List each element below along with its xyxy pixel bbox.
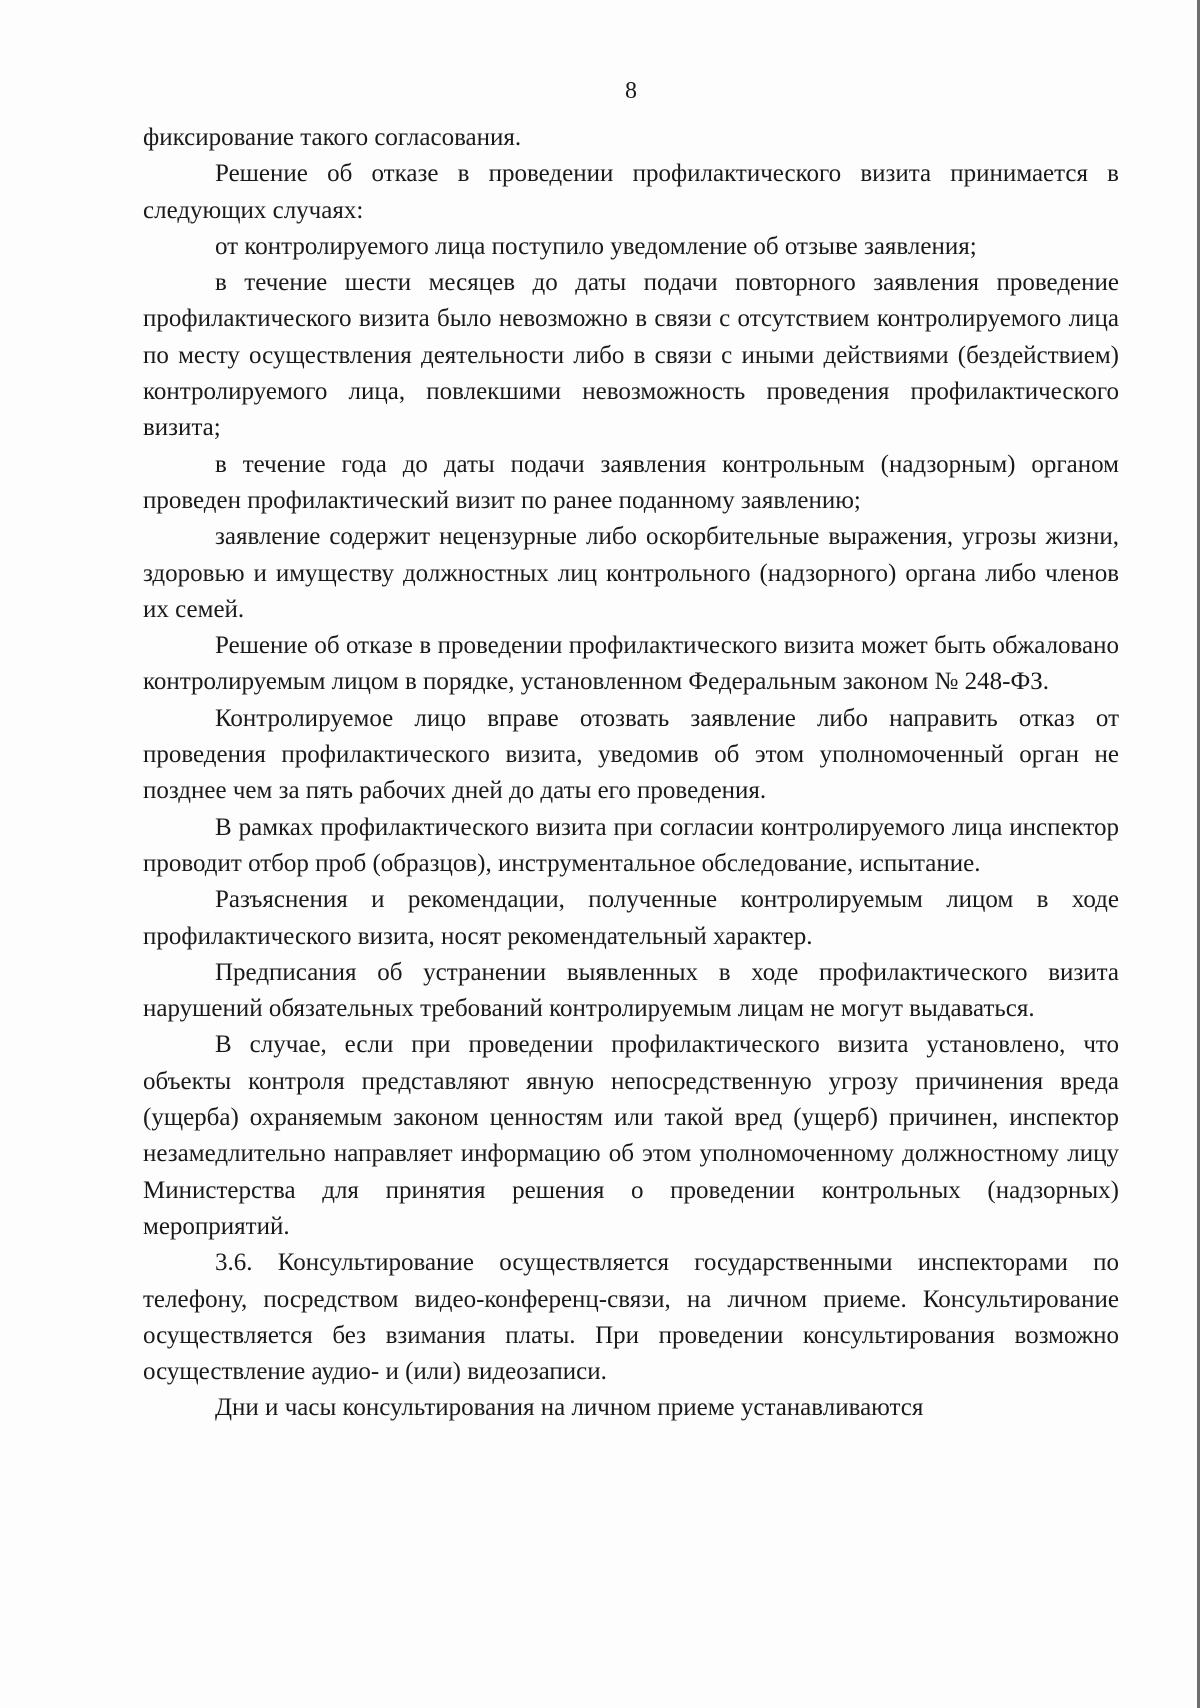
- paragraph-sampling: В рамках профилактического визита при согласии контролируемого лица инспектор проводит отбор проб (образцов), инструментальное обследование, испытание.: [143, 813, 1119, 877]
- document-body: [143, 120, 1119, 1427]
- paragraph-refusal-intro: Решение об отказе в проведении профилактического визита принимается в следующих случаях:: [143, 160, 1119, 224]
- page-number: 8: [625, 78, 637, 104]
- paragraph-case-withdrawal: от контролируемого лица поступило уведомление об отзыве заявления;: [215, 232, 977, 260]
- paragraph-recommendations: Разъяснения и рекомендации, полученные контролируемым лицом в ходе профилактического визита, носят рекомендательный характер.: [143, 886, 1119, 950]
- paragraph-case-obscene: заявление содержит нецензурные либо оскорбительные выражения, угрозы жизни, здоровью и имуществу должностных лиц контрольного (надзорного) органа либо членов их семей.: [143, 523, 1119, 623]
- paragraph-consulting: 3.6. Консультирование осуществляется государственными инспекторами по телефону, посредством видео-конференц-связи, на личном приеме. Консультирование осуществляется без взимания платы. При проведении консультирования возможно осуществление аудио- и (или) видеозаписи.: [143, 1249, 1119, 1386]
- paragraph-continuation: фиксирование такого согласования.: [143, 124, 522, 151]
- paragraph-consulting-hours: Дни и часы консультирования на личном приеме устанавливаются: [215, 1394, 924, 1422]
- paragraph-prescriptions: Предписания об устранении выявленных в ходе профилактического визита нарушений обязательных требований контролируемым лицам не могут выдаваться.: [143, 958, 1119, 1023]
- paragraph-withdraw-right: Контролируемое лицо вправе отозвать заявление либо направить отказ от проведения профилактического визита, уведомив об этом уполномоченный орган не позднее чем за пять рабочих дней до даты его проведения.: [143, 704, 1119, 805]
- paragraph-appeal: Решение об отказе в проведении профилактического визита может быть обжаловано контролируемым лицом в порядке, установленном Федеральным законом № 248-ФЗ.: [143, 632, 1119, 696]
- paragraph-case-year: в течение года до даты подачи заявления контрольным (надзорным) органом проведен профилактический визит по ранее поданному заявлению;: [143, 450, 1119, 514]
- paragraph-threat: В случае, если при проведении профилактического визита установлено, что объекты контроля представляют явную непосредственную угрозу причинения вреда (ущерба) охраняемым законом ценностям или такой вред (ущерб) причинен, инспектор незамедлительно направляет информацию об этом уполномоченному должностному лицу Министерства для принятия решения о проведении контрольных (надзорных) мероприятий.: [143, 1031, 1119, 1240]
- paragraph-case-six-months: в течение шести месяцев до даты подачи повторного заявления проведение профилактического визита было невозможно в связи с отсутствием контролируемого лица по месту осуществления деятельности либо в связи с иными действиями (бездействием) контролируемого лица, повлекшими невозможность проведения профилактического визита;: [143, 269, 1119, 442]
